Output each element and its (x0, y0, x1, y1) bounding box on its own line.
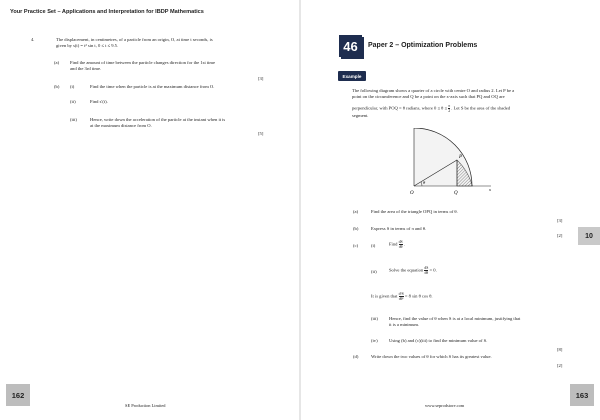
text-line (352, 104, 582, 113)
part-label: (b) (353, 226, 359, 231)
subpart-label: (iii) (371, 316, 378, 321)
fraction (399, 240, 403, 249)
part-label: (a) (353, 209, 359, 214)
text-fragment: . (403, 241, 405, 247)
chapter-side-tab: 10 (578, 227, 600, 245)
quarter-circle-diagram (395, 128, 495, 200)
part-label: (c) (353, 243, 359, 248)
label-theta: θ (423, 180, 426, 185)
fraction (448, 104, 450, 113)
example-badge: Example (338, 71, 366, 81)
fraction-denominator: 2 (448, 108, 451, 113)
chapter-number-badge: 46 (339, 35, 362, 57)
fraction-numerator: π (448, 103, 451, 108)
text-fragment: Find (389, 241, 398, 247)
subpart-label: (i) (70, 84, 75, 89)
question-intro (56, 37, 276, 50)
page-spine (299, 0, 301, 420)
subpart-text (90, 117, 270, 130)
subpart-text: Find s′(t). (90, 99, 108, 104)
marks: [2] (557, 363, 563, 368)
subpart-label: (ii) (70, 99, 76, 104)
text-line: point on the circumference and Q be a point on the x-axis such that PQ and OQ are (352, 94, 505, 100)
text-line: and the 3rd time. (70, 66, 102, 72)
text-fragment: Solve the equation (389, 267, 424, 273)
text-line: at the maximum distance from O. (90, 123, 152, 129)
subpart-label: (iv) (371, 338, 378, 343)
question-number: 4. (31, 37, 35, 42)
text-fragment: . Let S be the area of the shaded (451, 105, 511, 111)
quarter-circle-fill (414, 128, 472, 186)
part-a-text (70, 60, 270, 73)
subpart-text (389, 266, 437, 275)
part-label: (a) (54, 60, 60, 65)
chapter-title: Paper 2 – Optimization Problems (368, 42, 478, 49)
fraction-numerator: d²S (398, 292, 404, 296)
part-a-text: Find the area of the triangle OPQ in terms of θ. (371, 209, 458, 214)
text-line: segment. (352, 112, 369, 118)
text-line: Find the amount of time between the particle changes direction for the 1st time (70, 60, 216, 65)
marks: [5] (258, 131, 264, 136)
text-line: The following diagram shows a quarter of a circle with centre O and radius 2. Let P be a (352, 88, 515, 93)
part-label: (d) (353, 354, 359, 359)
subpart-label: (i) (371, 243, 376, 248)
fraction-denominator: dθ² (398, 297, 404, 301)
question-intro-line: given by s(t) = t² sin t, 0 ≤ t ≤ 9.5. (56, 43, 119, 49)
text-line: Hence, write down the acceleration of the particle at the instant when it is (90, 117, 226, 122)
page-number: 163 (570, 384, 594, 406)
subpart-label: (iii) (70, 117, 77, 122)
page-header: Your Practice Set – Applications and Interpretation for IBDP Mathematics (10, 9, 204, 15)
part-d-text: Write down the two values of θ for which S has its greatest value. (371, 354, 492, 359)
subpart-text: Find the time when the particle is at the maximum distance from O. (90, 84, 215, 89)
fraction (424, 266, 428, 275)
label-x: x (489, 187, 491, 192)
example-intro (352, 88, 582, 119)
label-p: P (459, 155, 463, 160)
text-line: Hence, find the value of θ when S is at a local minimum, justifying that (389, 316, 521, 321)
marks: [8] (557, 347, 563, 352)
page-number: 162 (6, 384, 30, 406)
marks: [3] (258, 76, 264, 81)
subpart-text (389, 316, 564, 329)
fraction-denominator: dθ (424, 271, 429, 275)
text-fragment: It is given that (371, 293, 398, 299)
footer-text: www.seprodstore.com (425, 403, 465, 408)
part-label: (b) (54, 84, 60, 89)
marks: [3] (557, 218, 563, 223)
given-statement (371, 292, 433, 301)
marks: [2] (557, 233, 563, 238)
text-line: it is a minimum. (389, 322, 420, 328)
label-o: O (410, 191, 414, 196)
question-intro-line: The displacement, in centimetres, of a particle from an origin, O, at time t seconds, is (56, 37, 213, 42)
label-q: Q (454, 191, 458, 196)
footer-text: SE Production Limited (125, 403, 166, 408)
fraction-denominator: dθ (398, 245, 403, 249)
subpart-text (389, 240, 405, 249)
fraction-numerator: dS (424, 266, 429, 270)
text-fragment: perpendicular, with POQ = θ radians, where 0 ≤ θ ≤ (352, 105, 448, 111)
fraction-numerator: dS (398, 240, 403, 244)
subpart-text: Using (b) and (c)(iii) to find the minimum value of S. (389, 338, 488, 343)
text-fragment: = 0. (429, 267, 437, 273)
subpart-label: (ii) (371, 269, 377, 274)
text-fragment: = 8 sin θ cos θ. (404, 293, 433, 299)
fraction (399, 292, 404, 301)
part-b-text: Express S in terms of π and θ. (371, 226, 427, 231)
